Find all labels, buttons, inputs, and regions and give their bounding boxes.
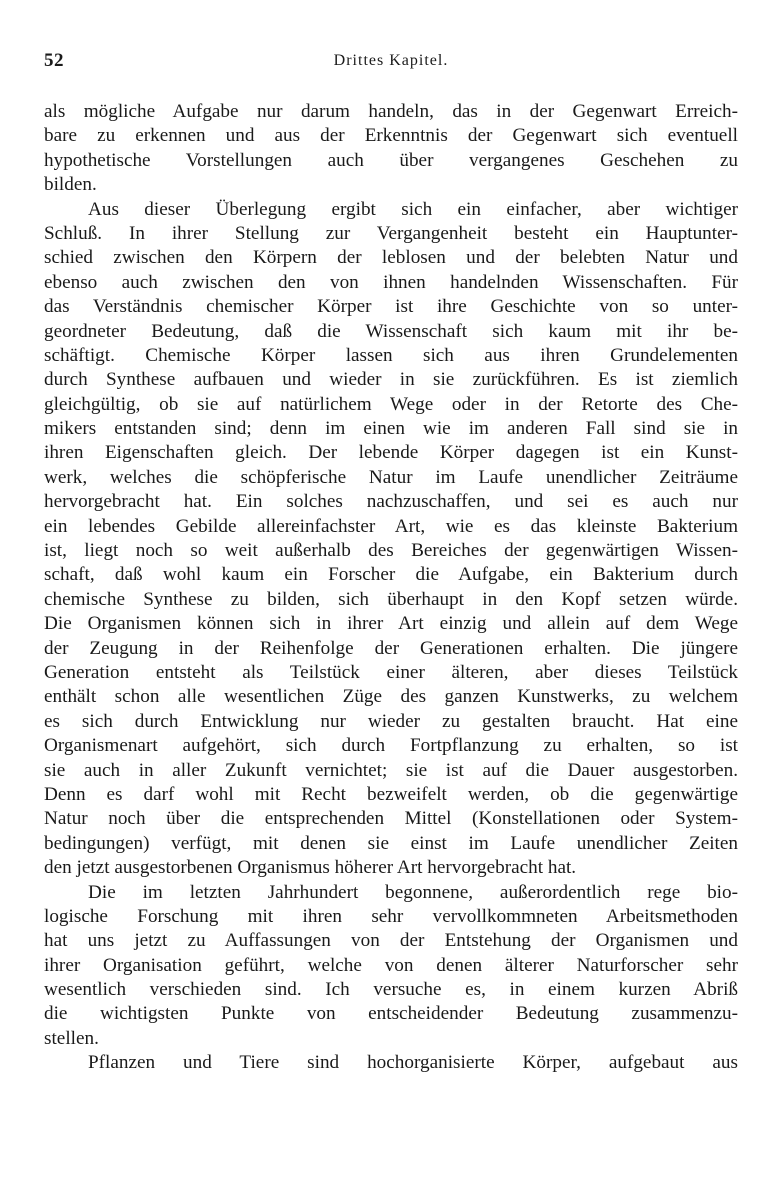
- text-line: wesentlich verschieden sind. Ich versuche es, in einem kurzen Abriß: [44, 979, 738, 1001]
- body-text: [44, 100, 738, 1076]
- text-line: als mögliche Aufgabe nur darum handeln, das in der Gegenwart Erreich-: [44, 101, 738, 122]
- text-line: ist, liegt noch so weit außerhalb des Bereiches der gegenwärtigen Wissen-: [44, 540, 738, 562]
- text-line: Natur noch über die entsprechenden Mittel (Konstellationen oder System-: [44, 808, 738, 830]
- text-line: die wichtigsten Punkte von entscheidender Bedeutung zusammenzu-: [44, 1003, 738, 1025]
- text-line: mikers entstanden sind; denn im einen wie im anderen Fall sind sie in: [44, 418, 738, 440]
- text-line: schaft, daß wohl kaum ein Forscher die Aufgabe, ein Bakterium durch: [44, 564, 738, 586]
- text-line: den jetzt ausgestorbenen Organismus höherer Art hervorgebracht hat.: [44, 857, 577, 879]
- page-number: 52: [44, 50, 64, 71]
- text-line: stellen.: [44, 1027, 99, 1049]
- text-line: chemische Synthese zu bilden, sich überhaupt in den Kopf setzen würde.: [44, 588, 738, 610]
- text-line: Pflanzen und Tiere sind hochorganisierte Körper, aufgebaut aus: [88, 1052, 738, 1074]
- text-line: Denn es darf wohl mit Recht bezweifelt werden, ob die gegenwärtige: [44, 783, 738, 805]
- text-line: logische Forschung mit ihren sehr vervollkommneten Arbeitsmethoden: [44, 905, 738, 927]
- text-line: Die im letzten Jahrhundert begonnene, außerordentlich rege bio-: [88, 881, 738, 903]
- text-line: ihrer Organisation geführt, welche von denen älterer Naturforscher sehr: [44, 954, 738, 976]
- text-line: Organismenart aufgehört, sich durch Fortpflanzung zu erhalten, so ist: [44, 735, 738, 757]
- text-line: schäftigt. Chemische Körper lassen sich aus ihren Grundelementen: [44, 344, 738, 366]
- text-line: enthält schon alle wesentlichen Züge des ganzen Kunstwerks, zu welchem: [44, 686, 738, 708]
- text-line: gleichgültig, ob sie auf natürlichem Wege oder in der Retorte des Che-: [44, 393, 738, 415]
- text-line: durch Synthese aufbauen und wieder in sie zurückführen. Es ist ziemlich: [44, 369, 738, 391]
- text-line: das Verständnis chemischer Körper ist ihre Geschichte von so unter-: [44, 296, 738, 318]
- text-line: sie auch in aller Zukunft vernichtet; sie ist auf die Dauer ausgestorben.: [44, 759, 738, 781]
- text-line: hervorgebracht hat. Ein solches nachzuschaffen, und sei es auch nur: [44, 491, 738, 513]
- text-line: ihren Eigenschaften gleich. Der lebende Körper dagegen ist ein Kunst-: [44, 442, 738, 464]
- text-line: ein lebendes Gebilde allereinfachster Art, wie es das kleinste Bakterium: [44, 515, 738, 537]
- text-line: bare zu erkennen und aus der Erkenntnis der Gegenwart sich eventuell: [44, 125, 738, 147]
- text-line: Generation entsteht als Teilstück einer älteren, aber dieses Teilstück: [44, 661, 738, 683]
- page-header: [44, 50, 738, 74]
- text-line: hypothetische Vorstellungen auch über vergangenes Geschehen zu: [44, 149, 738, 171]
- text-line: es sich durch Entwicklung nur wieder zu gestalten braucht. Hat eine: [44, 710, 738, 732]
- text-line: ebenso auch zwischen den von ihnen handelnden Wissenschaften. Für: [44, 271, 738, 293]
- text-line: der Zeugung in der Reihenfolge der Generationen erhalten. Die jüngere: [44, 637, 738, 659]
- text-line: hat uns jetzt zu Auffassungen von der Entstehung der Organismen und: [44, 930, 738, 952]
- text-line: werk, welches die schöpferische Natur im Laufe unendlicher Zeiträume: [44, 466, 738, 488]
- text-line: bilden.: [44, 174, 97, 196]
- text-line: schied zwischen den Körpern der leblosen und der belebten Natur und: [44, 247, 738, 269]
- text-line: Die Organismen können sich in ihrer Art einzig und allein auf dem Wege: [44, 613, 738, 635]
- text-line: Schluß. In ihrer Stellung zur Vergangenheit besteht ein Hauptunter-: [44, 222, 738, 244]
- text-line: bedingungen) verfügt, mit denen sie einst im Laufe unendlicher Zeiten: [44, 832, 738, 854]
- running-title: Drittes Kapitel.: [333, 52, 449, 69]
- text-line: geordneter Bedeutung, daß die Wissenschaft sich kaum mit ihr be-: [44, 320, 738, 342]
- text-line: Aus dieser Überlegung ergibt sich ein einfacher, aber wichtiger: [88, 198, 738, 220]
